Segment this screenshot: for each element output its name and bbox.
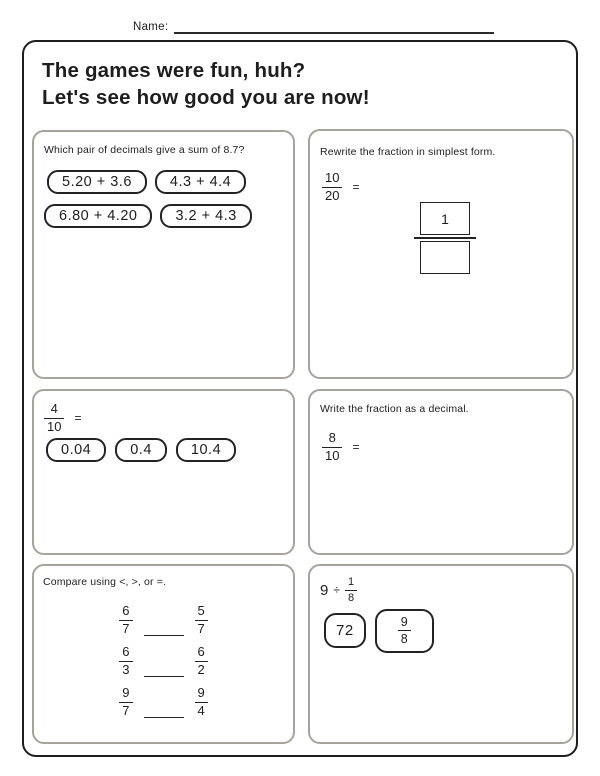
fraction-numerator: 10 [325,170,340,185]
option-pill[interactable]: 4.3 + 4.4 [155,170,246,194]
division-expression [320,576,357,604]
comparison-answer-blank[interactable] [144,676,184,677]
fraction-denominator: 10 [44,418,64,435]
fraction-denominator: 7 [119,620,132,637]
fraction [322,171,342,204]
fraction [119,686,132,719]
question-prompt: Rewrite the fraction in simplest form. [320,146,496,158]
compare-rows [34,604,293,719]
fraction-denominator: 7 [119,702,132,719]
compare-row [119,645,207,678]
fraction [195,686,208,719]
options-row [46,438,236,462]
compare-row [119,686,207,719]
panel-divide-by-fraction [308,564,574,744]
comparison-answer-blank[interactable] [144,635,184,636]
panel-fraction-to-decimal-choice [32,389,295,555]
panel-compare-fractions [32,564,295,744]
division-sign: ÷ [333,583,340,598]
fraction-numerator: 5 [197,603,205,618]
option-pill[interactable]: 5.20 + 3.6 [47,170,147,194]
fraction-denominator: 4 [195,702,208,719]
panel-write-decimal [308,389,574,555]
question-prompt: Which pair of decimals give a sum of 8.7? [44,144,245,156]
question-prompt: Compare using <, >, or =. [43,576,167,588]
option-pill[interactable]: 10.4 [176,438,236,462]
fraction-numerator: 6 [122,603,130,618]
fraction [345,576,357,604]
fraction-numerator: 1 [347,576,355,588]
numerator-answer-box[interactable]: 1 [420,202,470,235]
denominator-answer-box[interactable] [420,241,470,274]
worksheet-page [22,40,578,757]
fraction [195,604,208,637]
option-pill[interactable]: 0.4 [115,438,167,462]
given-fraction-expression [44,402,81,435]
fraction [119,604,132,637]
title-line-2: Let's see how good you are now! [42,86,370,110]
given-fraction-expression [322,171,359,204]
options-row [47,170,246,194]
option-pill[interactable]: 6.80 + 4.20 [44,204,152,228]
worksheet-title [42,57,370,112]
given-fraction-expression [322,431,359,464]
fraction-denominator: 7 [195,620,208,637]
name-row [133,20,494,34]
equals-sign: = [352,440,360,455]
fraction-denominator: 8 [345,590,357,605]
options-row [324,609,434,653]
name-input-line[interactable] [174,20,494,34]
fraction-numerator: 6 [122,643,130,659]
answer-fraction [414,202,476,274]
options-row [44,204,252,228]
whole-number: 9 [320,581,329,599]
title-line-1: The games were fun, huh? [42,59,306,82]
comparison-answer-blank[interactable] [144,717,184,718]
panel-sum-of-decimals [32,130,295,379]
fraction-numerator: 8 [328,430,336,445]
option-pill[interactable] [375,609,434,653]
fraction-denominator: 2 [195,661,208,678]
option-pill[interactable]: 3.2 + 4.3 [160,204,251,228]
fraction-denominator: 10 [322,447,342,464]
equals-sign: = [74,411,82,426]
fraction-numerator: 9 [197,684,205,700]
fraction-numerator: 4 [50,401,58,416]
fraction-denominator: 20 [322,187,342,204]
fraction-bar [414,237,476,239]
compare-row [119,604,207,637]
fraction-numerator: 6 [197,643,205,659]
fraction [195,645,208,678]
equals-sign: = [352,180,360,195]
option-pill[interactable]: 72 [324,613,366,648]
fraction-denominator: 3 [119,661,132,678]
fraction-numerator: 9 [122,684,130,700]
fraction [398,615,411,647]
name-label: Name: [133,21,169,33]
option-pill[interactable]: 0.04 [46,438,106,462]
fraction-denominator: 8 [398,630,411,646]
fraction [119,645,132,678]
panel-simplest-form [308,129,574,379]
fraction [322,431,342,464]
question-prompt: Write the fraction as a decimal. [320,403,469,415]
fraction [44,402,64,435]
fraction-numerator: 9 [400,615,409,629]
